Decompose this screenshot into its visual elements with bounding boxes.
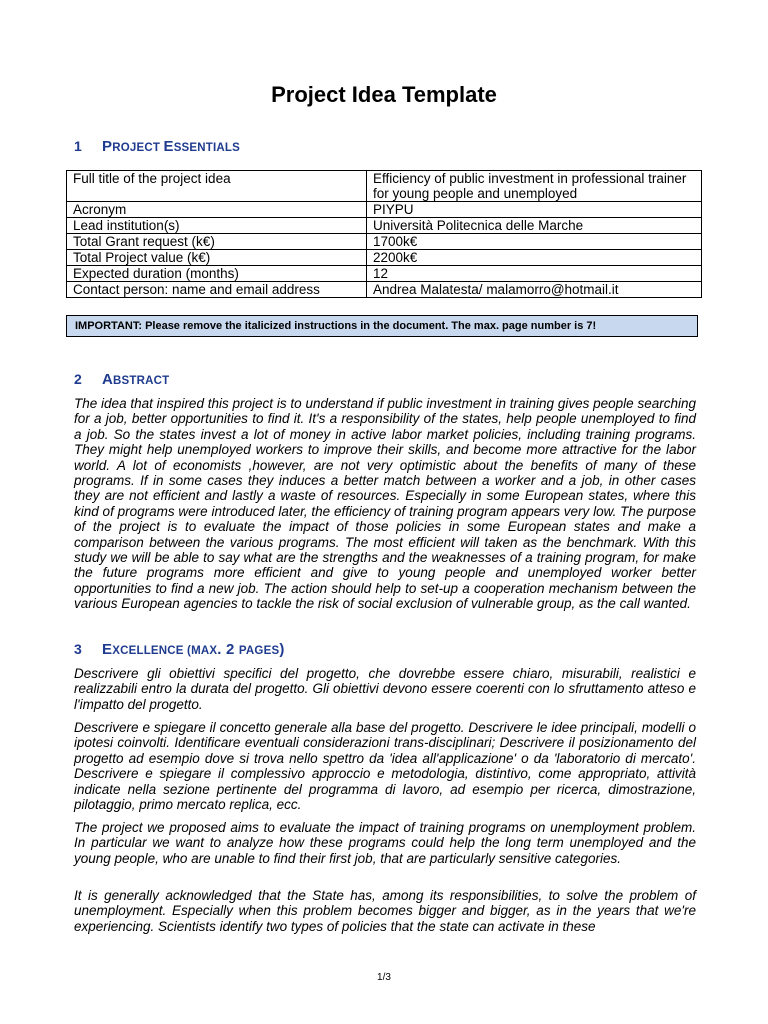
table-value: Università Politecnica delle Marche — [367, 218, 702, 234]
table-key: Total Project value (k€) — [67, 250, 367, 266]
excellence-paragraph-3: The project we proposed aims to evaluate the impact of training programs on unemployment problem. In particular we want to analyze how these programs could help the long term unemployed and the young people, who are unable to find their first job, that are particularly sensitive categories. — [74, 820, 696, 866]
table-key: Acronym — [67, 202, 367, 218]
table-row — [67, 171, 702, 202]
table-row — [67, 202, 702, 218]
table-row — [67, 282, 702, 298]
section-number: 3 — [74, 641, 82, 657]
page-number: 1/3 — [377, 972, 391, 983]
table-value: PIYPU — [367, 202, 702, 218]
abstract-paragraph: The idea that inspired this project is to understand if public investment in training gives people searching for a job, better opportunities to find it. It's a responsibility of the states, help people unemployed to find a job. So the states invest a lot of money in active labor market policies, including training programs. They might help unemployed workers to improve their skills, and become more attractive for the labor world. A lot of economists ,however, are not very optimistic about the benefits of many of these programs. If in some cases they induces a better match between a worker and a job, in other cases they are not efficient and lastly a waste of resources. Especially in some European states, where this kind of programs were introduced later, the efficiency of training program appears very low. The purpose of the project is to evaluate the impact of those policies in some European states and make a comparison between the various programs. The most efficient will taken as the benchmark. With this study we will be able to say what are the strengths and the weaknesses of a training program, for make the future programs more efficient and give to young people and unemployed worker better opportunities to find a new job. The action should help to set-up a cooperation mechanism between the various European agencies to tackle the risk of social exclusion of vulnerable group, as the call wanted. — [74, 396, 696, 612]
table-row — [67, 250, 702, 266]
excellence-paragraph-2: Descrivere e spiegare il concetto generale alla base del progetto. Descrivere le idee principali, modelli o ipotesi coinvolti. Identificare eventuali considerazioni trans-disciplinari; Descrivere il posizionamento del progetto ad esempio dove si trova nello spettro da 'idea all'applicazione' o da 'laboratorio di mercato'. Descrivere e spiegare il complessivo approccio e metodologia, distintivo, come appropriato, attività indicate nella sezione pertinente del programma di lavoro, ad esempio per ricerca, dimostrazione, pilotaggio, primo mercato replica, ecc. — [74, 720, 696, 813]
table-value: 12 — [367, 266, 702, 282]
table-value: Andrea Malatesta/ malamorro@hotmail.it — [367, 282, 702, 298]
table-value: 2200k€ — [367, 250, 702, 266]
important-notice: IMPORTANT: Please remove the italicized instructions in the document. The max. page number is 7! — [66, 315, 698, 337]
section-heading-excellence: 3 EXCELLENCE (MAX. 2 PAGES) — [74, 641, 285, 658]
excellence-paragraph-1: Descrivere gli obiettivi specifici del progetto, che dovrebbe essere chiaro, misurabili, realistici e realizzabili entro la durata del progetto. Gli obiettivi devono essere coerenti con lo sfruttamento atteso e l'impatto del progetto. — [74, 666, 696, 712]
table-value: 1700k€ — [367, 234, 702, 250]
table-row — [67, 266, 702, 282]
table-key: Total Grant request (k€) — [67, 234, 367, 250]
table-row — [67, 234, 702, 250]
section-heading-abstract: 2 ABSTRACT — [74, 371, 170, 388]
table-key: Full title of the project idea — [67, 171, 367, 202]
table-value: Efficiency of public investment in professional trainer for young people and unemployed — [367, 171, 702, 202]
table-key: Expected duration (months) — [67, 266, 367, 282]
project-essentials-table — [66, 170, 702, 298]
section-heading-project-essentials: 1 PROJECT ESSENTIALS — [74, 138, 241, 155]
table-row — [67, 218, 702, 234]
excellence-paragraph-4: It is generally acknowledged that the State has, among its responsibilities, to solve the problem of unemployment. Especially when this problem becomes bigger and bigger, as in the years that we're experiencing. Scientists identify two types of policies that the state can activate in these — [74, 888, 696, 934]
section-number: 1 — [74, 138, 82, 154]
table-key: Contact person: name and email address — [67, 282, 367, 298]
document-title: Project Idea Template — [271, 82, 497, 107]
table-key: Lead institution(s) — [67, 218, 367, 234]
section-number: 2 — [74, 371, 82, 387]
